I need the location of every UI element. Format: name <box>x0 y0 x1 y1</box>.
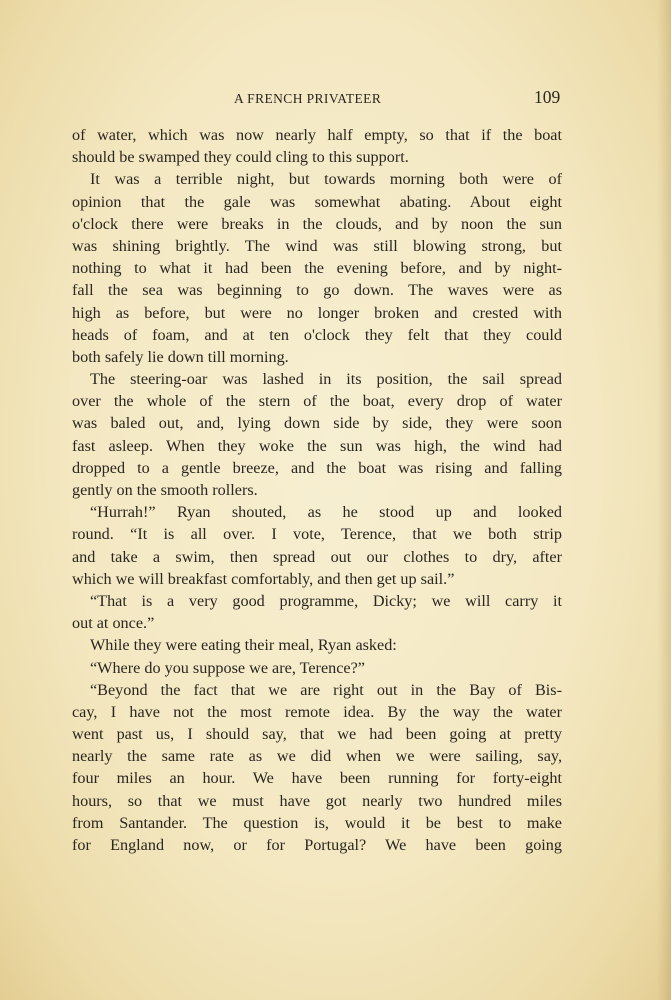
text-line: over the whole of the stern of the boat, every drop of water <box>72 392 562 411</box>
text-line: should be swamped they could cling to this support. <box>72 148 409 167</box>
text-line: It was a terrible night, but towards morning both were of <box>90 170 562 189</box>
text-line: hours, so that we must have got nearly two hundred miles <box>72 791 562 810</box>
text-line: out at once.” <box>72 614 155 633</box>
text-line: dropped to a gentle breeze, and the boat was rising and falling <box>72 458 562 477</box>
text-line: The steering-oar was lashed in its position, the sail spread <box>90 370 562 389</box>
text-line: gently on the smooth rollers. <box>72 481 258 499</box>
text-line: went past us, I should say, that we had been going at pretty <box>72 725 562 744</box>
text-line: “Hurrah!” Ryan shouted, as he stood up and looked <box>90 503 562 522</box>
running-header <box>0 88 671 110</box>
page-edge-shading <box>657 0 671 1000</box>
text-line: high as before, but were no longer broken and crested with <box>72 303 562 322</box>
text-line: and take a swim, then spread out our clothes to dry, after <box>72 547 562 566</box>
body-text <box>72 124 562 856</box>
text-line: for England now, or for Portugal? We have been going <box>72 836 562 854</box>
text-line: heads of foam, and at ten o'clock they felt that they could <box>72 325 562 344</box>
text-line: fast asleep. When they woke the sun was high, the wind had <box>72 436 562 455</box>
text-line: four miles an hour. We have been running for forty-eight <box>72 769 562 788</box>
text-line: fall the sea was beginning to go down. The waves were as <box>72 281 562 300</box>
text-line: “That is a very good programme, Dicky; we will carry it <box>90 591 562 610</box>
text-line: of water, which was now nearly half empty, so that if the boat <box>72 126 562 144</box>
text-line: both safely lie down till morning. <box>72 347 289 366</box>
text-line: opinion that the gale was somewhat abating. About eight <box>72 192 562 211</box>
text-line: which we will breakfast comfortably, and then get up sail.” <box>72 569 455 588</box>
text-line: o'clock there were breaks in the clouds, and by noon the sun <box>72 214 562 233</box>
text-line: from Santander. The question is, would it be best to make <box>72 813 562 832</box>
text-line: “Beyond the fact that we are right out in the Bay of Bis- <box>90 680 562 699</box>
text-line: While they were eating their meal, Ryan asked: <box>90 636 397 655</box>
text-line: was shining brightly. The wind was still blowing strong, but <box>72 236 562 255</box>
text-line: “Where do you suppose we are, Terence?” <box>90 658 365 677</box>
text-line: nothing to what it had been the evening before, and by night- <box>72 259 562 278</box>
text-line: round. “It is all over. I vote, Terence, that we both strip <box>72 525 562 544</box>
text-line: was baled out, and, lying down side by side, they were soon <box>72 414 562 433</box>
text-line: cay, I have not the most remote idea. By the way the water <box>72 702 562 721</box>
page-number: 109 <box>534 87 561 107</box>
running-title: A FRENCH PRIVATEER <box>234 91 382 106</box>
text-line: nearly the same rate as we did when we were sailing, say, <box>72 747 562 766</box>
